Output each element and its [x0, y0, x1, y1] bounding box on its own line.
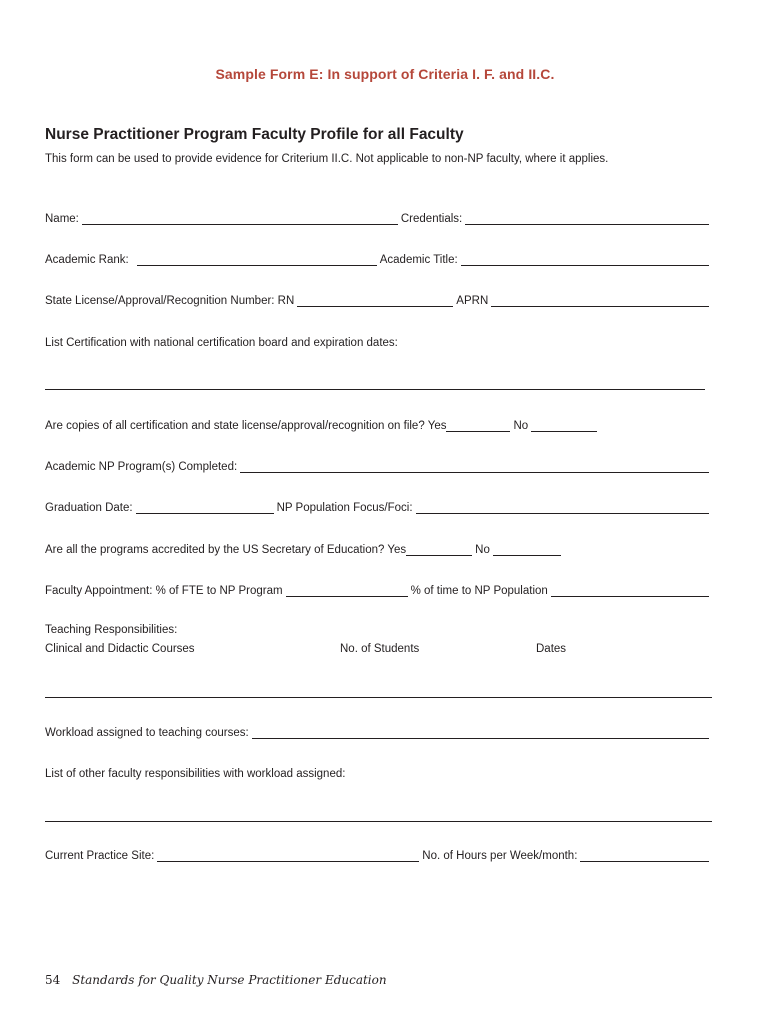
credentials-field[interactable]	[465, 212, 709, 225]
rn-license-field[interactable]	[297, 294, 453, 307]
accredited-question: Are all the programs accredited by the US Secretary of Education? Yes	[45, 544, 407, 556]
academic-rank-field[interactable]	[137, 253, 377, 266]
practice-site-field[interactable]	[157, 849, 419, 862]
hours-label: No. of Hours per Week/month:	[422, 850, 578, 862]
time-np-population-field[interactable]	[551, 584, 709, 597]
col-dates-header: Dates	[536, 643, 567, 655]
form-title: Sample Form E: In support of Criteria I. F. and II.C.	[215, 66, 555, 82]
rank-title-row	[45, 252, 712, 268]
workload-row	[45, 725, 712, 741]
certification-field[interactable]	[45, 389, 705, 390]
credentials-label: Credentials:	[400, 213, 463, 225]
copies-row	[45, 418, 712, 434]
other-resp-row	[45, 766, 712, 782]
name-field[interactable]	[82, 212, 398, 225]
section-heading: Nurse Practitioner Program Faculty Profile for all Faculty	[45, 126, 464, 143]
academic-rank-label: Academic Rank:	[45, 254, 129, 266]
copies-no-label: No	[513, 420, 529, 432]
faculty-appt-label: Faculty Appointment: % of FTE to NP Program	[45, 585, 283, 597]
graduation-label: Graduation Date:	[45, 502, 133, 514]
teaching-resp-label: Teaching Responsibilities:	[45, 624, 178, 636]
accredited-yes-field[interactable]	[406, 543, 472, 556]
other-resp-field[interactable]	[45, 821, 712, 822]
workload-label: Workload assigned to teaching courses:	[45, 727, 249, 739]
fte-field[interactable]	[286, 584, 408, 597]
footer-title: Standards for Quality Nurse Practitioner Education	[72, 973, 387, 987]
np-program-row	[45, 459, 712, 475]
page-footer	[45, 973, 387, 987]
aprn-label: APRN	[456, 295, 489, 307]
page-number: 54	[45, 973, 61, 987]
teaching-courses-field[interactable]	[45, 697, 712, 698]
hours-field[interactable]	[580, 849, 709, 862]
state-license-label: State License/Approval/Recognition Number: RN	[45, 295, 295, 307]
graduation-date-field[interactable]	[136, 501, 274, 514]
practice-site-row	[45, 848, 712, 864]
aprn-field[interactable]	[491, 294, 709, 307]
academic-title-field[interactable]	[461, 253, 709, 266]
academic-title-label: Academic Title:	[379, 254, 458, 266]
time-np-population-label: % of time to NP Population	[410, 585, 548, 597]
accredited-row	[45, 542, 712, 558]
accredited-no-label: No	[475, 544, 490, 556]
practice-site-label: Current Practice Site:	[45, 850, 155, 862]
population-focus-label: NP Population Focus/Foci:	[276, 502, 413, 514]
copies-question: Are copies of all certification and state license/approval/recognition on file? Yes	[45, 420, 447, 432]
workload-field[interactable]	[252, 726, 709, 739]
name-credentials-row	[45, 211, 712, 227]
copies-yes-field[interactable]	[446, 419, 510, 432]
license-row	[45, 293, 712, 309]
certification-row	[45, 335, 712, 351]
section-description: This form can be used to provide evidence for Criterium II.C. Not applicable to non-NP faculty, where it applies.	[45, 153, 609, 165]
col-students-header: No. of Students	[340, 643, 420, 655]
col-courses-header: Clinical and Didactic Courses	[45, 643, 195, 655]
np-program-field[interactable]	[240, 460, 709, 473]
graduation-row	[45, 500, 712, 516]
accredited-no-field[interactable]	[493, 543, 561, 556]
np-program-label: Academic NP Program(s) Completed:	[45, 461, 238, 473]
other-resp-label: List of other faculty responsibilities with workload assigned:	[45, 768, 346, 780]
certification-label: List Certification with national certification board and expiration dates:	[45, 337, 398, 349]
copies-no-field[interactable]	[531, 419, 597, 432]
name-label: Name:	[45, 213, 79, 225]
faculty-appointment-row	[45, 583, 712, 599]
population-focus-field[interactable]	[416, 501, 709, 514]
